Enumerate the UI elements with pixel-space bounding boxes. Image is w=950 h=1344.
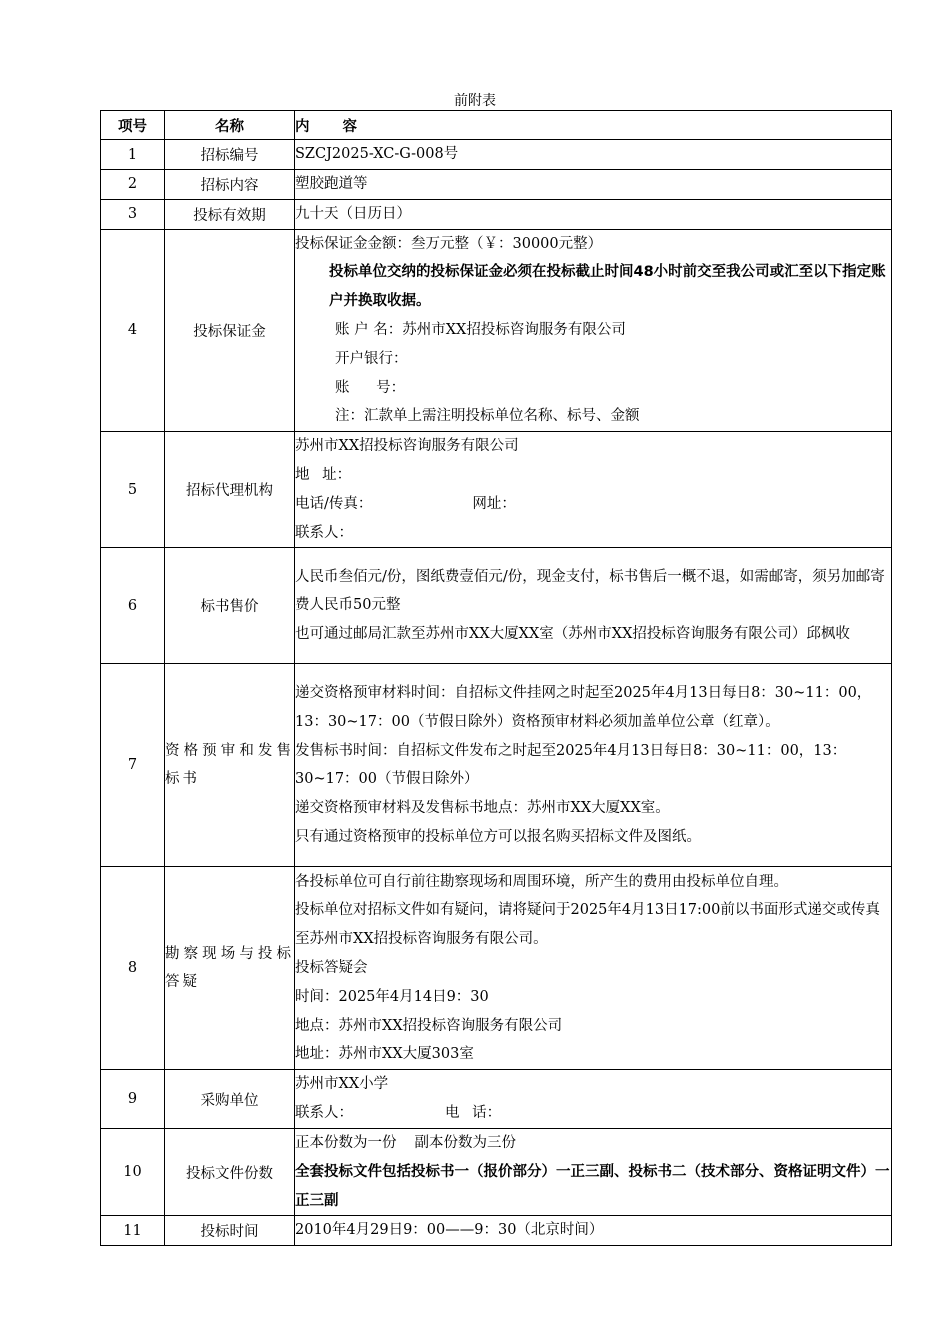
- content-line: 九十天（日历日）: [295, 205, 411, 222]
- table-row: [101, 170, 892, 200]
- front-attachment-table: [100, 110, 892, 1246]
- row-content: [295, 229, 892, 432]
- row-content: [295, 1070, 892, 1129]
- header-name: 名称: [165, 111, 295, 140]
- row-name: 资格预审和发售标书: [165, 664, 295, 867]
- qa-place: 地点：苏州市XX招投标咨询服务有限公司: [295, 1017, 563, 1034]
- purchaser-name: 苏州市XX小学: [295, 1076, 389, 1093]
- row-name: 投标有效期: [165, 199, 295, 229]
- row-name: 勘察现场与投标答疑: [165, 867, 295, 1070]
- purchaser-contact-line: [295, 1099, 891, 1128]
- deposit-notice: 投标单位交纳的投标保证金必须在投标截止时间48小时前交至我公司或汇至以下指定账户并换取收据。: [329, 264, 886, 310]
- table-row: [101, 664, 892, 867]
- deposit-amount: 投标保证金金额：叁万元整（￥：30000元整）: [295, 235, 603, 252]
- row-name: 招标内容: [165, 170, 295, 200]
- qa-meeting: 投标答疑会: [295, 959, 368, 976]
- row-content: [295, 432, 892, 548]
- table-row: [101, 229, 892, 432]
- qa-time: 时间：2025年4月14日9：30: [295, 988, 489, 1005]
- row-name: 投标时间: [165, 1216, 295, 1246]
- table-row: [101, 199, 892, 229]
- content-line: 塑胶跑道等: [295, 176, 368, 192]
- row-content: [295, 867, 892, 1070]
- prequal-requirement: 只有通过资格预审的投标单位方可以报名购买招标文件及图纸。: [295, 828, 701, 845]
- table-header-row: [101, 111, 892, 140]
- bank-name: 开户银行：: [335, 350, 408, 367]
- row-num: 8: [101, 867, 165, 1070]
- prequal-time: 递交资格预审材料时间：自招标文件挂网之时起至2025年4月13日每日8：30~11：00，13：30~17：00（节假日除外）资格预审材料必须加盖单位公章（红章）。: [295, 684, 872, 730]
- original-copies: 正本份数为一份: [295, 1134, 397, 1151]
- header-content: 内 容: [295, 111, 892, 140]
- table-row: [101, 140, 892, 170]
- qa-address: 地址：苏州市XX大厦303室: [295, 1046, 474, 1063]
- account-number: 账 号：: [335, 379, 406, 396]
- row-name: 采购单位: [165, 1070, 295, 1129]
- row-num: 11: [101, 1216, 165, 1246]
- row-content: [295, 140, 892, 170]
- row-content: [295, 1128, 892, 1215]
- content-line: SZCJ2025-XC-G-008号: [295, 146, 459, 163]
- full-set-requirement: 全套投标文件包括投标书一（报价部分）一正三副、投标书二（技术部分、资格证明文件）一正三副: [295, 1163, 890, 1209]
- row-num: 10: [101, 1128, 165, 1215]
- row-content: [295, 1216, 892, 1246]
- table-row: [101, 867, 892, 1070]
- row-num: 7: [101, 664, 165, 867]
- bid-time: 2010年4月29日9：00——9：30（北京时间）: [295, 1222, 604, 1239]
- table-row: [101, 1070, 892, 1129]
- row-num: 3: [101, 199, 165, 229]
- row-num: 1: [101, 140, 165, 170]
- sale-location: 递交资格预审材料及发售标书地点：苏州市XX大厦XX室。: [295, 800, 670, 817]
- sale-time: 发售标书时间：自招标文件发布之时起至2025年4月13日每日8：30~11：00，13：30~17：00（节假日除外）: [295, 742, 847, 788]
- remittance-line: 也可通过邮局汇款至苏州市XX大厦XX室（苏州市XX招投标咨询服务有限公司）邱枫收: [295, 626, 850, 643]
- agency-address: 地 址：: [295, 466, 352, 483]
- header-num: 项号: [101, 111, 165, 140]
- row-num: 2: [101, 170, 165, 200]
- row-name: 招标代理机构: [165, 432, 295, 548]
- table-row: [101, 432, 892, 548]
- agency-website: 网址：: [472, 495, 516, 512]
- table-row: [101, 548, 892, 664]
- row-content: [295, 199, 892, 229]
- agency-phone-fax: 电话/传真：: [295, 495, 373, 512]
- row-num: 6: [101, 548, 165, 664]
- site-survey: 各投标单位可自行前往勘察现场和周围环境，所产生的费用由投标单位自理。: [295, 873, 788, 890]
- row-num: 9: [101, 1070, 165, 1129]
- agency-contact-line: [295, 490, 891, 519]
- row-name: 投标保证金: [165, 229, 295, 432]
- purchaser-phone: 电 话：: [445, 1105, 502, 1122]
- row-content: [295, 664, 892, 867]
- price-line: 人民币叁佰元/份，图纸费壹佰元/份，现金支付，标书售后一概不退，如需邮寄，须另加邮寄费人民币50元整: [295, 568, 885, 614]
- row-name: 招标编号: [165, 140, 295, 170]
- table-row: [101, 1216, 892, 1246]
- question-submission: 投标单位对招标文件如有疑问，请将疑问于2025年4月13日17:00前以书面形式递交或传真至苏州市XX招投标咨询服务有限公司。: [295, 902, 880, 948]
- purchaser-contact: 联系人：: [295, 1105, 353, 1122]
- account-name: 账 户 名：苏州市XX招投标咨询服务有限公司: [335, 321, 626, 338]
- agency-name: 苏州市XX招投标咨询服务有限公司: [295, 438, 519, 455]
- copies-line: [295, 1129, 891, 1158]
- page-title: 前附表: [454, 93, 496, 109]
- duplicate-copies: 副本份数为三份: [414, 1134, 516, 1151]
- row-num: 4: [101, 229, 165, 432]
- row-content: [295, 170, 892, 200]
- row-name: 标书售价: [165, 548, 295, 664]
- remittance-note: 注：汇款单上需注明投标单位名称、标号、金额: [335, 408, 640, 425]
- agency-contact-person: 联系人：: [295, 524, 353, 541]
- row-name: 投标文件份数: [165, 1128, 295, 1215]
- row-content: [295, 548, 892, 664]
- table-row: [101, 1128, 892, 1215]
- row-num: 5: [101, 432, 165, 548]
